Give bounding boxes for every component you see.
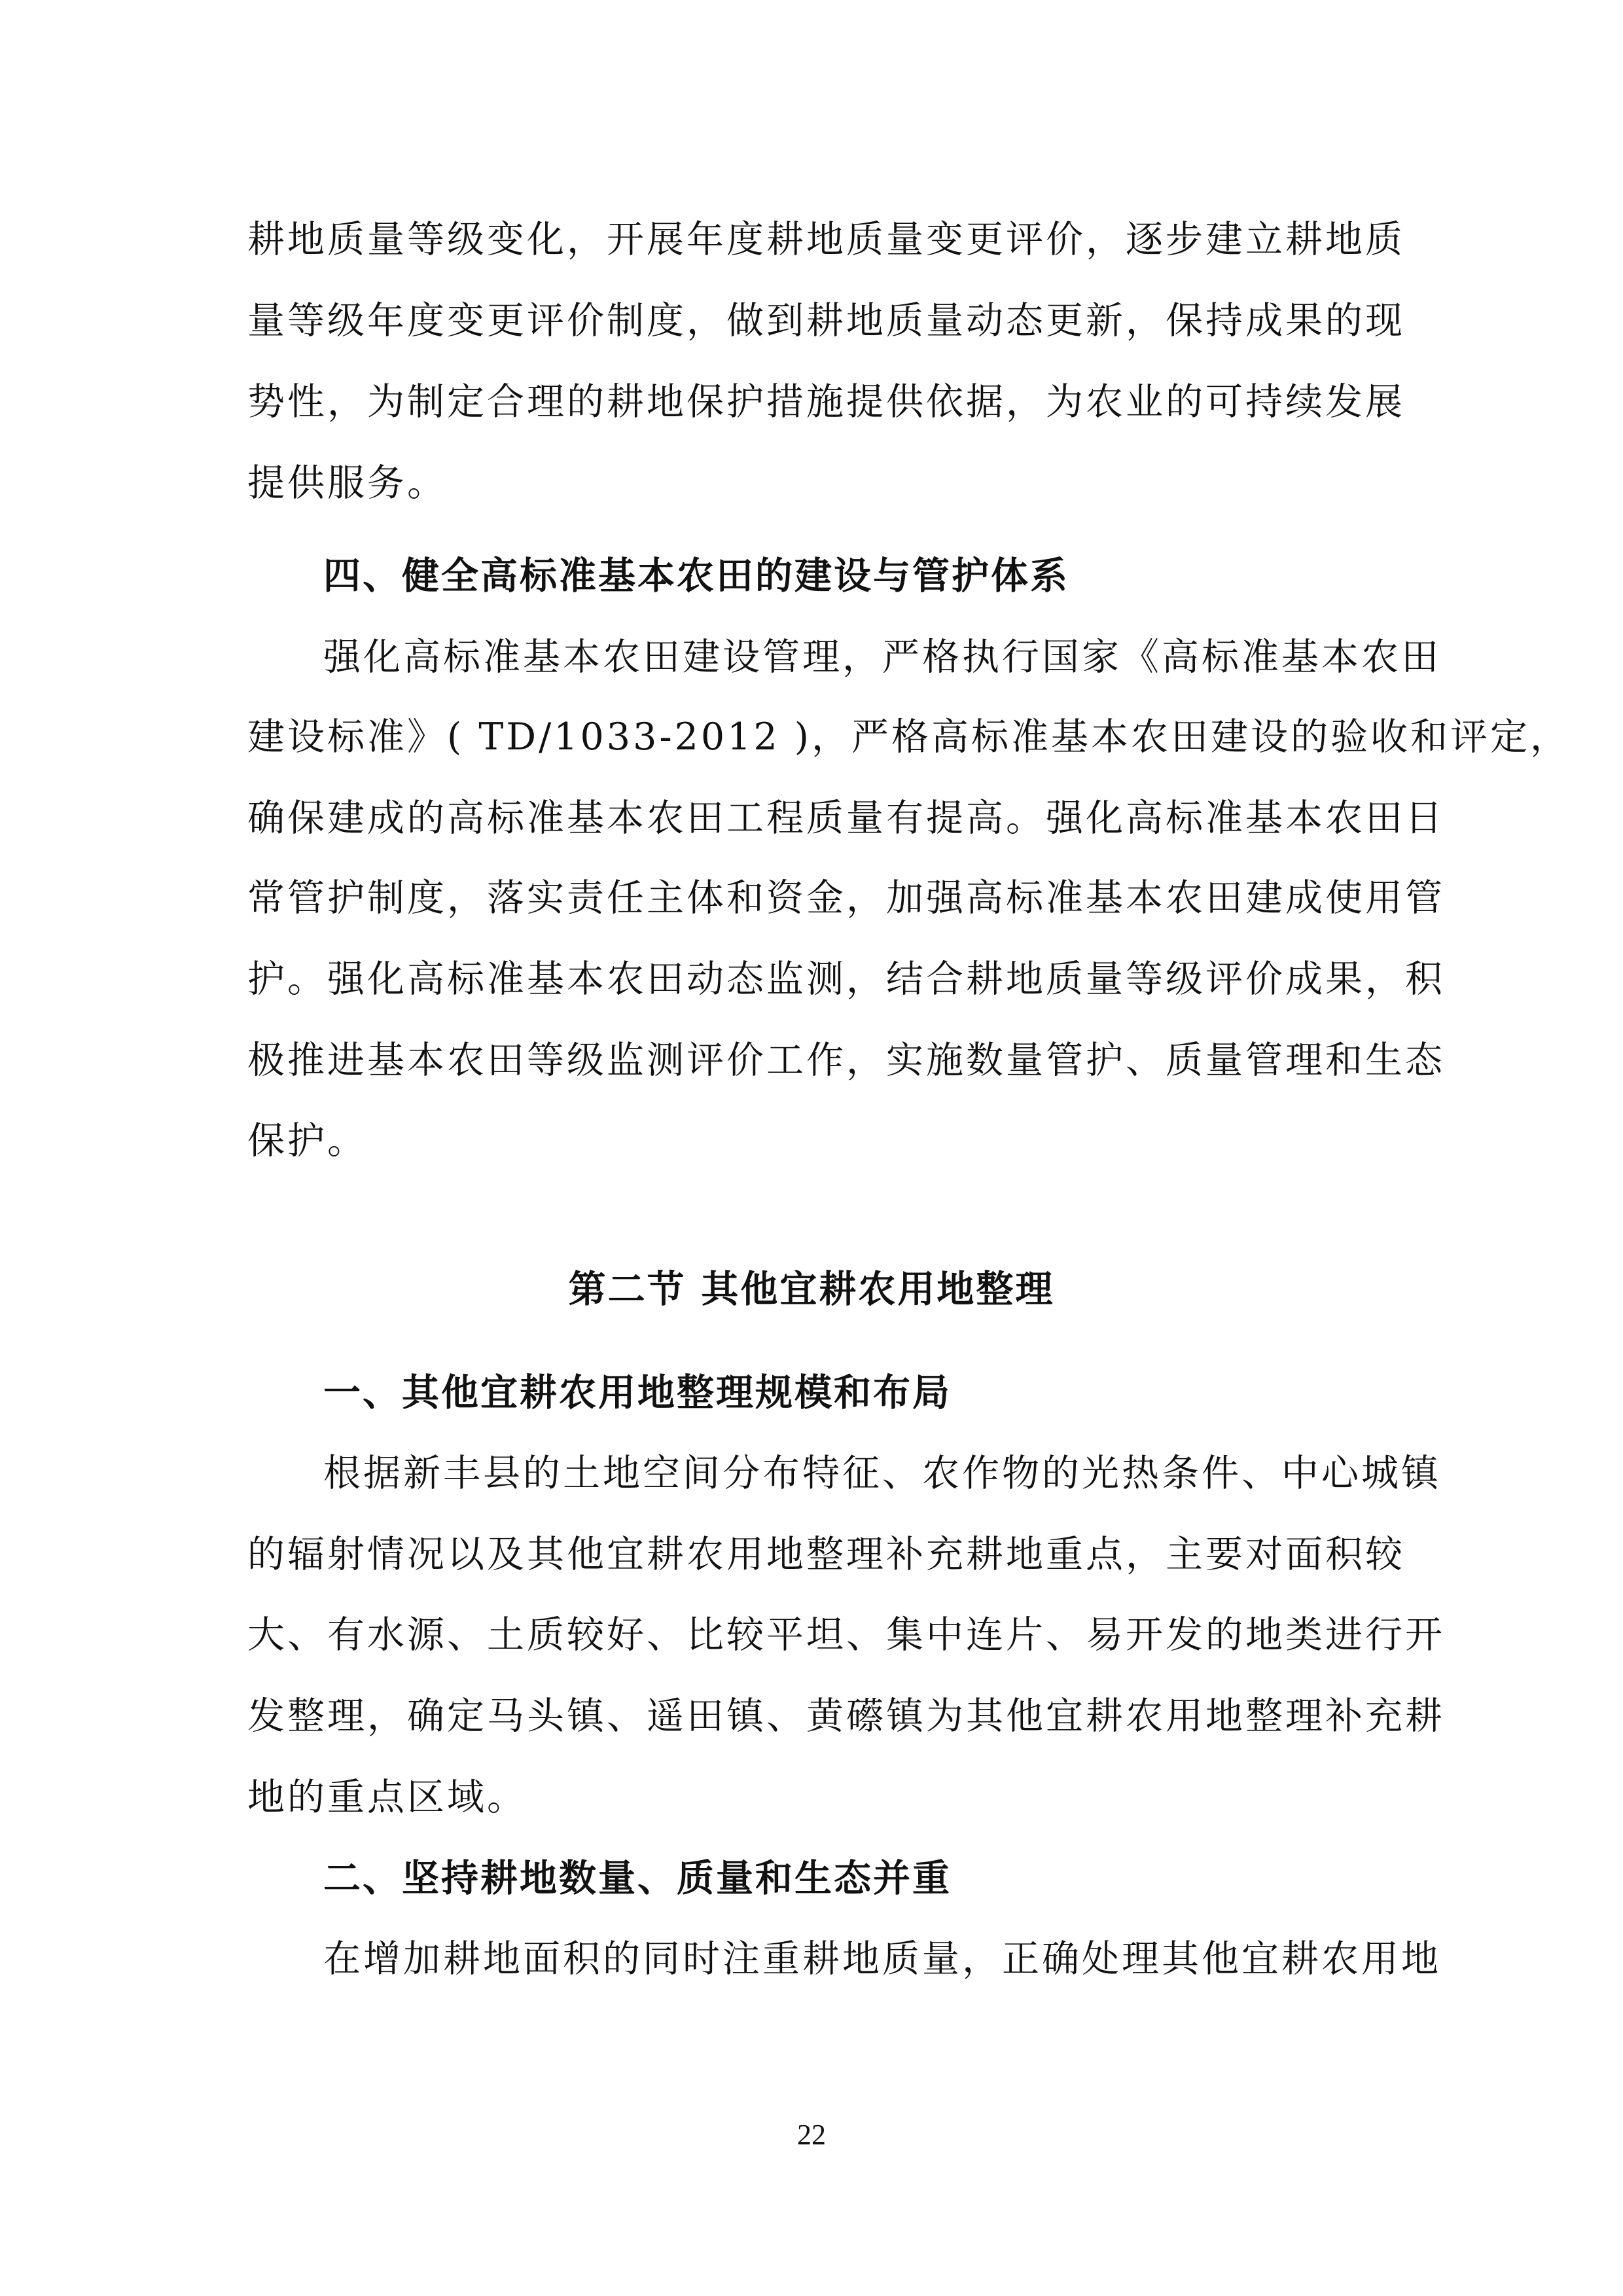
body-text-line: 大、有水源、土质较好、比较平坦、集中连片、易开发的地类进行开 [247,1613,1445,1657]
section-title: 第二节 其他宜耕农用地整理 [568,1268,1055,1311]
body-text-line: 在增加耕地面积的同时注重耕地质量，正确处理其他宜耕农用地 [323,1937,1441,1981]
body-text-line: 护。强化高标准基本农田动态监测，结合耕地质量等级评价成果，积 [247,958,1445,1001]
body-text-line: 根据新丰县的土地空间分布特征、农作物的光热条件、中心城镇 [323,1452,1441,1495]
body-text-line: 发整理，确定马头镇、遥田镇、黄礤镇为其他宜耕农用地整理补充耕 [247,1695,1445,1738]
body-text-line: 极推进基本农田等级监测评价工作，实施数量管护、质量管理和生态 [247,1039,1445,1082]
body-text-line: 量等级年度变更评价制度，做到耕地质量动态更新，保持成果的现 [247,299,1405,342]
subsection-heading: 一、其他宜耕农用地整理规模和布局 [323,1371,952,1414]
page-number: 22 [797,2119,826,2151]
body-text-line: 的辐射情况以及其他宜耕农用地整理补充耕地重点，主要对面积较 [247,1533,1405,1576]
body-text-line: 强化高标准基本农田建设管理，严格执行国家《高标准基本农田 [323,636,1441,679]
subsection-heading: 四、健全高标准基本农田的建设与管护体系 [323,554,1069,598]
body-text-line: 建设标准》( TD/1033-2012 )，严格高标准基本农田建设的验收和评定， [247,715,1571,759]
body-text-line: 耕地质量等级变化，开展年度耕地质量变更评价，逐步建立耕地质 [247,218,1405,261]
body-text-line: 提供服务。 [247,461,447,505]
subsection-heading: 二、坚持耕地数量、质量和生态并重 [323,1857,952,1900]
body-text-line: 确保建成的高标准基本农田工程质量有提高。强化高标准基本农田日 [247,797,1445,840]
body-text-line: 常管护制度，落实责任主体和资金，加强高标准基本农田建成使用管 [247,876,1445,920]
body-text-line: 地的重点区域。 [247,1776,527,1819]
body-text-line: 势性，为制定合理的耕地保护措施提供依据，为农业的可持续发展 [247,380,1405,423]
body-text-line: 保护。 [247,1119,367,1162]
